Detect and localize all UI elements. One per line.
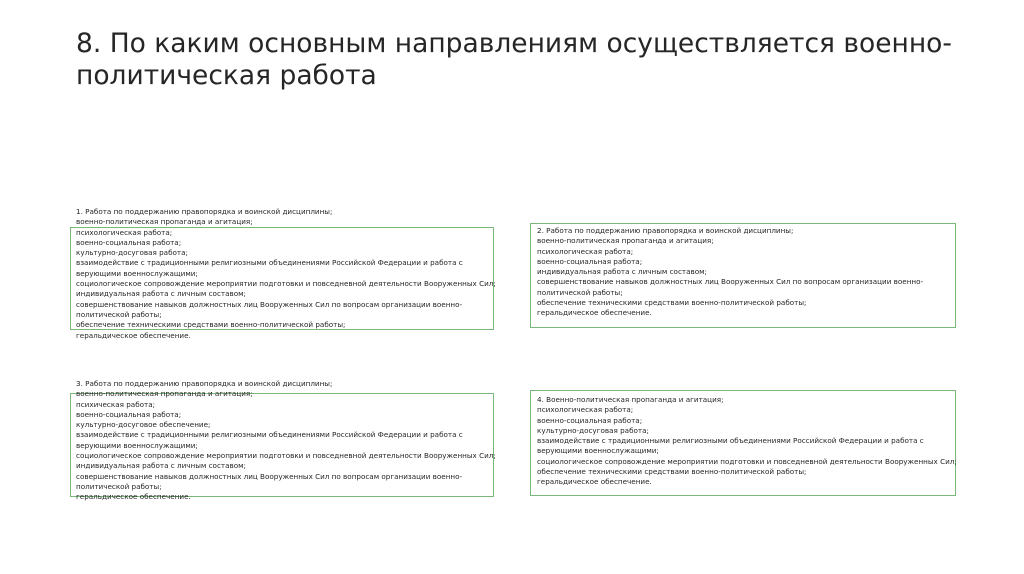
option-4-line: взаимодействие с традиционными религиозными объединениями Российской Федерации и работа с bbox=[537, 436, 924, 446]
option-4-line: социологическое сопровождение мероприятии подготовки и повседневной деятельности Вооруженных Сил; bbox=[537, 456, 957, 466]
option-3-line: верующими военнослужащими; bbox=[76, 440, 198, 450]
slide-title bbox=[76, 28, 976, 92]
option-1-line: верующими военнослужащими; bbox=[76, 268, 198, 278]
option-1-line: индивидуальная работа с личным составом; bbox=[76, 289, 246, 299]
option-2-line: политической работы; bbox=[537, 287, 623, 297]
option-3-line: 3. Работа по поддержанию правопорядка и воинской дисциплины; bbox=[76, 379, 333, 388]
slide-title-line-2: политическая работа bbox=[76, 60, 377, 91]
option-4-line: культурно-досуговая работа; bbox=[537, 425, 649, 435]
option-1-line: военно-политическая пропаганда и агитация; bbox=[76, 217, 253, 227]
option-3-line: совершенствование навыков должностных лиц Вооруженных Сил по вопросам организации военно- bbox=[76, 471, 463, 481]
option-4-line: геральдическое обеспечение. bbox=[537, 477, 652, 487]
option-3-line: политической работы; bbox=[76, 481, 162, 491]
option-1-line: 1. Работа по поддержанию правопорядка и воинской дисциплины; bbox=[76, 207, 333, 216]
answer-option-1-text bbox=[76, 207, 496, 341]
answer-option-4-text bbox=[537, 395, 957, 488]
option-1-line: военно-социальная работа; bbox=[76, 237, 182, 247]
option-1-line: политической работы; bbox=[76, 309, 162, 319]
option-1-line: обеспечение техническими средствами военно-политической работы; bbox=[76, 320, 346, 330]
option-2-line: обеспечение техническими средствами военно-политической работы; bbox=[537, 298, 807, 308]
option-2-line: военно-социальная работа; bbox=[537, 256, 643, 266]
option-3-line: военно-политическая пропаганда и агитация; bbox=[76, 389, 253, 399]
option-4-line: 4. Военно-политическая пропаганда и агитация; bbox=[537, 395, 724, 404]
option-2-line: совершенствование навыков должностных лиц Вооруженных Сил по вопросам организации военно- bbox=[537, 277, 924, 287]
option-2-line: 2. Работа по поддержанию правопорядка и воинской дисциплины; bbox=[537, 226, 794, 235]
option-3-line: индивидуальная работа с личным составом; bbox=[76, 461, 246, 471]
option-1-line: культурно-досуговая работа; bbox=[76, 248, 188, 258]
option-2-line: психологическая работа; bbox=[537, 246, 634, 256]
option-1-line: психологическая работа; bbox=[76, 227, 173, 237]
option-3-line: социологическое сопровождение мероприятии подготовки и повседневной деятельности Вооруженных Сил; bbox=[76, 451, 496, 461]
option-3-line: военно-социальная работа; bbox=[76, 409, 182, 419]
option-3-line: культурно-досуговое обеспечение; bbox=[76, 420, 211, 430]
option-2-line: геральдическое обеспечение. bbox=[537, 308, 652, 318]
answer-option-3-text bbox=[76, 379, 496, 503]
option-2-line: военно-политическая пропаганда и агитация; bbox=[537, 236, 714, 246]
answer-option-2-text bbox=[537, 226, 923, 319]
option-4-line: психологическая работа; bbox=[537, 405, 634, 415]
option-2-line: индивидуальная работа с личным составом; bbox=[537, 267, 707, 277]
option-3-line: геральдическое обеспечение. bbox=[76, 492, 191, 502]
option-4-line: обеспечение техническими средствами военно-политической работы; bbox=[537, 467, 807, 477]
option-1-line: взаимодействие с традиционными религиозными объединениями Российской Федерации и работа с bbox=[76, 258, 463, 268]
option-4-line: военно-социальная работа; bbox=[537, 415, 643, 425]
option-1-line: социологическое сопровождение мероприятии подготовки и повседневной деятельности Вооруженных Сил; bbox=[76, 279, 496, 289]
option-4-line: верующими военнослужащими; bbox=[537, 446, 659, 456]
option-3-line: психическая работа; bbox=[76, 399, 156, 409]
option-1-line: геральдическое обеспечение. bbox=[76, 330, 191, 340]
option-1-line: совершенствование навыков должностных лиц Вооруженных Сил по вопросам организации военно- bbox=[76, 299, 463, 309]
slide-title-line-1: 8. По каким основным направлениям осуществляется военно- bbox=[76, 28, 952, 59]
option-3-line: взаимодействие с традиционными религиозными объединениями Российской Федерации и работа с bbox=[76, 430, 463, 440]
